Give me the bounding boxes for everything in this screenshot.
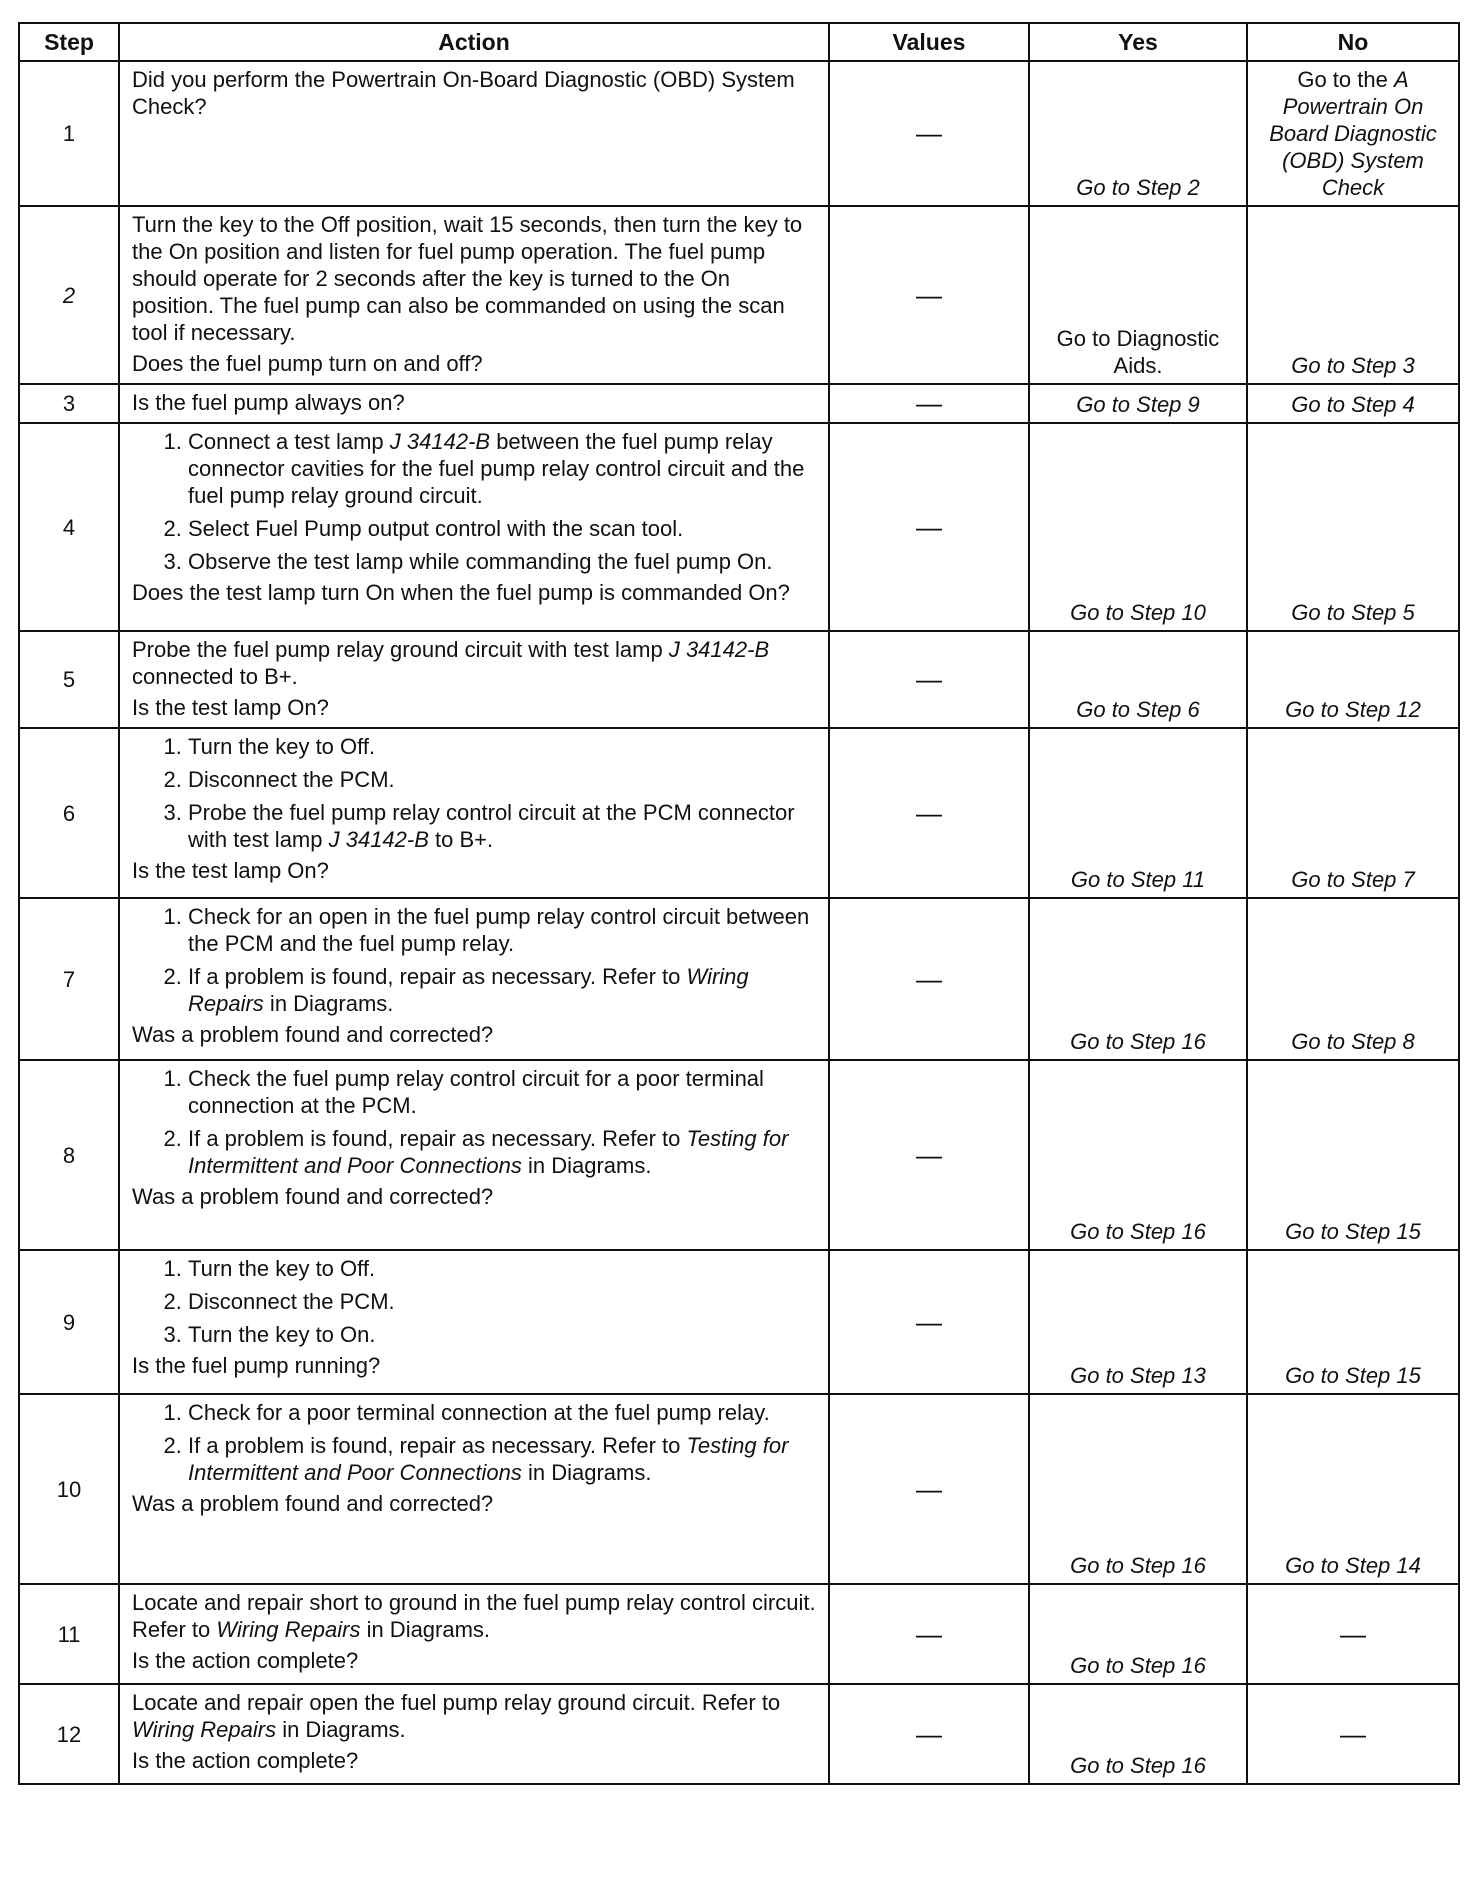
yes-goto: Go to Step 10 — [1070, 600, 1206, 625]
yes-cell — [1029, 61, 1247, 206]
values-cell: — — [829, 61, 1029, 206]
header-step: Step — [19, 23, 119, 61]
table-row — [19, 206, 1459, 384]
yes-cell — [1029, 423, 1247, 631]
action-cell — [119, 898, 829, 1060]
no-goto-italic: A Powertrain On Board Diagnostic (OBD) System Check — [1269, 67, 1437, 200]
no-goto: Go to Step 4 — [1291, 392, 1415, 417]
values-cell: — — [829, 1250, 1029, 1394]
no-goto: Go to Step 3 — [1291, 353, 1415, 378]
no-cell — [1247, 1250, 1459, 1394]
table-row — [19, 631, 1459, 728]
action-cell — [119, 728, 829, 898]
values-cell: — — [829, 898, 1029, 1060]
action-text: Turn the key to the Off position, wait 15 seconds, then turn the key to the On position and listen for fuel pump operation. The fuel pump should operate for 2 seconds after the key is turned to the On position. The fuel pump can also be commanded on using the scan tool if necessary. — [132, 212, 803, 345]
yes-goto: Go to Step 13 — [1070, 1363, 1206, 1388]
action-step: 3. Probe the fuel pump relay control circuit at the PCM connector with test lamp J 34142-B to B+. — [188, 799, 816, 853]
no-goto-prefix: Go to the — [1297, 67, 1394, 92]
table-row — [19, 1394, 1459, 1584]
action-question: Is the action complete? — [132, 1648, 359, 1673]
action-step: 2. Disconnect the PCM. — [188, 1288, 816, 1315]
table-row — [19, 1584, 1459, 1684]
values-cell: — — [829, 1394, 1029, 1584]
action-question: Is the test lamp On? — [132, 858, 329, 883]
action-steps-list — [132, 1065, 816, 1179]
action-step: 3. Turn the key to On. — [188, 1321, 816, 1348]
values-cell: — — [829, 1684, 1029, 1784]
yes-goto: Go to Step 9 — [1076, 392, 1200, 417]
action-cell — [119, 1684, 829, 1784]
yes-goto: Go to Step 16 — [1070, 1029, 1206, 1054]
no-cell — [1247, 1394, 1459, 1584]
action-question: Is the test lamp On? — [132, 695, 329, 720]
no-goto: Go to Step 8 — [1291, 1029, 1415, 1054]
header-no: No — [1247, 23, 1459, 61]
yes-cell — [1029, 1684, 1247, 1784]
values-cell: — — [829, 1584, 1029, 1684]
no-goto: Go to Step 14 — [1285, 1553, 1421, 1578]
action-question: Is the fuel pump running? — [132, 1353, 381, 1378]
no-cell — [1247, 384, 1459, 423]
no-cell — [1247, 423, 1459, 631]
yes-cell — [1029, 631, 1247, 728]
no-cell — [1247, 728, 1459, 898]
action-question: Does the test lamp turn On when the fuel pump is commanded On? — [132, 580, 790, 605]
no-goto: Go to Step 7 — [1291, 867, 1415, 892]
action-cell — [119, 1250, 829, 1394]
yes-goto: Go to Step 16 — [1070, 1553, 1206, 1578]
action-step: 2. Select Fuel Pump output control with the scan tool. — [188, 515, 816, 542]
action-steps-list — [132, 1255, 816, 1348]
table-row — [19, 1684, 1459, 1784]
yes-goto: Go to Step 16 — [1070, 1219, 1206, 1244]
action-text: Locate and repair open the fuel pump relay ground circuit. Refer to Wiring Repairs in Diagrams. — [132, 1690, 781, 1742]
action-text: Locate and repair short to ground in the fuel pump relay control circuit. Refer to Wiring Repairs in Diagrams. — [132, 1590, 816, 1642]
action-steps-list — [132, 428, 816, 575]
action-cell — [119, 1394, 829, 1584]
values-cell: — — [829, 728, 1029, 898]
yes-cell — [1029, 898, 1247, 1060]
action-step: 1. Check for a poor terminal connection at the fuel pump relay. — [188, 1399, 816, 1426]
diagnostic-table — [18, 22, 1460, 1785]
yes-goto: Go to Step 16 — [1070, 1753, 1206, 1778]
action-cell — [119, 206, 829, 384]
table-row — [19, 423, 1459, 631]
values-cell: — — [829, 1060, 1029, 1250]
step-number: 9 — [19, 1250, 119, 1394]
action-cell — [119, 1060, 829, 1250]
action-cell — [119, 61, 829, 206]
yes-cell — [1029, 728, 1247, 898]
no-cell: — — [1247, 1584, 1459, 1684]
yes-cell — [1029, 1060, 1247, 1250]
table-row — [19, 898, 1459, 1060]
action-question: Was a problem found and corrected? — [132, 1491, 494, 1516]
action-question: Does the fuel pump turn on and off? — [132, 351, 483, 376]
step-number: 12 — [19, 1684, 119, 1784]
action-question: Was a problem found and corrected? — [132, 1022, 494, 1047]
no-goto: Go to Step 5 — [1291, 600, 1415, 625]
action-cell — [119, 1584, 829, 1684]
step-number: 7 — [19, 898, 119, 1060]
step-number: 6 — [19, 728, 119, 898]
action-step: 3. Observe the test lamp while commanding the fuel pump On. — [188, 548, 816, 575]
step-number: 4 — [19, 423, 119, 631]
step-number: 3 — [19, 384, 119, 423]
action-step: 1. Turn the key to Off. — [188, 733, 816, 760]
no-cell: — — [1247, 1684, 1459, 1784]
action-step: 1. Check the fuel pump relay control circuit for a poor terminal connection at the PCM. — [188, 1065, 816, 1119]
step-number: 1 — [19, 61, 119, 206]
no-goto: Go to Step 15 — [1285, 1363, 1421, 1388]
values-cell: — — [829, 206, 1029, 384]
action-step: 1. Connect a test lamp J 34142-B between the fuel pump relay connector cavities for the fuel pump relay control circuit and the fuel pump relay ground circuit. — [188, 428, 816, 509]
table-row — [19, 61, 1459, 206]
values-cell: — — [829, 631, 1029, 728]
header-values: Values — [829, 23, 1029, 61]
step-number: 8 — [19, 1060, 119, 1250]
action-question: Was a problem found and corrected? — [132, 1184, 494, 1209]
action-steps-list — [132, 903, 816, 1017]
action-text: Probe the fuel pump relay ground circuit with test lamp J 34142-B connected to B+. — [132, 637, 770, 689]
no-cell — [1247, 61, 1459, 206]
table-row — [19, 728, 1459, 898]
action-cell — [119, 423, 829, 631]
no-goto: Go to Step 12 — [1285, 697, 1421, 722]
action-cell — [119, 631, 829, 728]
no-goto: Go to Step 15 — [1285, 1219, 1421, 1244]
action-step: 2. If a problem is found, repair as necessary. Refer to Testing for Intermittent and Poor Connections in Diagrams. — [188, 1432, 816, 1486]
values-cell: — — [829, 423, 1029, 631]
header-action: Action — [119, 23, 829, 61]
no-cell — [1247, 1060, 1459, 1250]
action-step: 2. If a problem is found, repair as necessary. Refer to Wiring Repairs in Diagrams. — [188, 963, 816, 1017]
table-row — [19, 384, 1459, 423]
yes-goto: Go to Step 2 — [1076, 175, 1200, 200]
yes-goto: Go to Step 6 — [1076, 697, 1200, 722]
yes-goto: Go to Step 16 — [1070, 1653, 1206, 1678]
yes-cell — [1029, 206, 1247, 384]
yes-cell — [1029, 1394, 1247, 1584]
action-question: Is the action complete? — [132, 1748, 359, 1773]
yes-goto: Go to Diagnostic Aids. — [1056, 326, 1220, 378]
no-cell — [1247, 206, 1459, 384]
yes-cell — [1029, 384, 1247, 423]
values-cell: — — [829, 384, 1029, 423]
yes-goto: Go to Step 11 — [1070, 867, 1206, 892]
header-yes: Yes — [1029, 23, 1247, 61]
table-row — [19, 1060, 1459, 1250]
header-row — [19, 23, 1459, 61]
step-number: 5 — [19, 631, 119, 728]
no-cell — [1247, 631, 1459, 728]
action-cell — [119, 384, 829, 423]
action-question: Is the fuel pump always on? — [132, 390, 405, 415]
action-steps-list — [132, 1399, 816, 1486]
action-step: 1. Check for an open in the fuel pump relay control circuit between the PCM and the fuel pump relay. — [188, 903, 816, 957]
step-number: 10 — [19, 1394, 119, 1584]
step-number: 11 — [19, 1584, 119, 1684]
step-number: 2 — [19, 206, 119, 384]
action-step: 2. If a problem is found, repair as necessary. Refer to Testing for Intermittent and Poor Connections in Diagrams. — [188, 1125, 816, 1179]
yes-cell — [1029, 1584, 1247, 1684]
yes-cell — [1029, 1250, 1247, 1394]
action-step: 2. Disconnect the PCM. — [188, 766, 816, 793]
action-text: Did you perform the Powertrain On-Board Diagnostic (OBD) System Check? — [132, 67, 795, 119]
action-step: 1. Turn the key to Off. — [188, 1255, 816, 1282]
table-row — [19, 1250, 1459, 1394]
no-cell — [1247, 898, 1459, 1060]
action-steps-list — [132, 733, 816, 853]
